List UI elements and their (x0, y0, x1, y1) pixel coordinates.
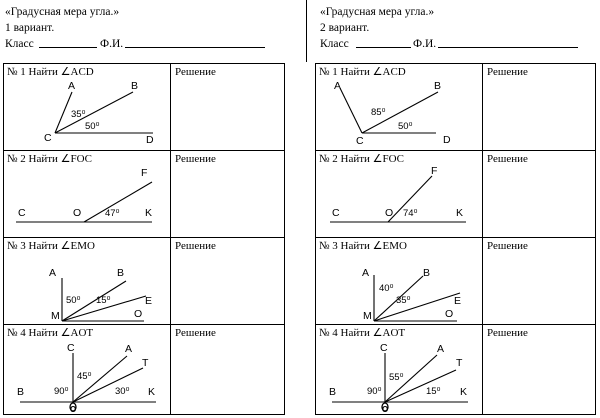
v1f4-angle2: 90⁰ (54, 386, 69, 397)
v1f1-label-b: B (131, 80, 139, 92)
v2f1-label-c: C (356, 135, 364, 147)
variant2-problem4-label: № 4 Найти ∠AOT (319, 327, 406, 339)
v1f4-label-c: C (67, 342, 75, 354)
v1f3-label-e: E (145, 295, 153, 307)
v2f4-label-c: C (380, 342, 388, 354)
v1f4-label-b: B (17, 386, 25, 398)
variant1-problem3-solution: Решение (175, 240, 216, 252)
variant1-problem1-label: № 1 Найти ∠ACD (7, 66, 94, 78)
variant2-problem4-solution: Решение (487, 327, 528, 339)
variant2-problem1-solution: Решение (487, 66, 528, 78)
v2f1-label-d: D (443, 134, 451, 146)
v2f2-label-o: O (385, 207, 394, 219)
v2f1-angle1: 85⁰ (371, 107, 386, 118)
v2f3-label-m: M (363, 310, 372, 322)
variant1-problem2-solution: Решение (175, 153, 216, 165)
v2f4-label-k: K (460, 386, 468, 398)
variant1-figure1-angle-acd (55, 92, 153, 133)
v2f4-label-o: O (382, 405, 389, 414)
variant2-label: 2 вариант. (320, 22, 370, 34)
variant1-problem1-solution: Решение (175, 66, 216, 78)
variant1-problem4-solution: Решение (175, 327, 216, 339)
variant1-problem3-label: № 3 Найти ∠EMO (7, 240, 95, 252)
variant1-label: 1 вариант. (5, 22, 55, 34)
v2f2-angle1: 74⁰ (403, 208, 418, 219)
v2f3-angle2: 35⁰ (396, 295, 411, 306)
variant2-figure1-angle-acd (340, 88, 438, 133)
variant2-figure2-angle-foc (330, 176, 466, 222)
v2f3-label-a: A (362, 267, 370, 279)
v2f4-label-t: T (456, 357, 463, 369)
v2f3-label-o: O (445, 308, 454, 320)
v1f4-label-a: A (125, 343, 133, 355)
v2f4-label-a: A (437, 343, 445, 355)
v1f1-label-a: A (68, 80, 76, 92)
variant1-figure2-angle-foc (16, 182, 152, 222)
v1f4-angle1: 45⁰ (77, 371, 92, 382)
v1f2-label-f: F (141, 167, 148, 179)
v1f2-label-o: O (73, 207, 82, 219)
variant1-problem2-label: № 2 Найти ∠FOC (7, 153, 92, 165)
variant2-title: «Градусная мера угла.» (320, 6, 435, 18)
variant1-class-label: Класс (5, 38, 34, 50)
v2f1-label-b: B (434, 80, 442, 92)
variant2-class-label: Класс (320, 38, 349, 50)
v1f3-angle1: 50⁰ (66, 295, 81, 306)
v2f2-label-k: K (456, 207, 464, 219)
v1f3-label-m: M (51, 310, 60, 322)
v2f4-angle3: 15⁰ (426, 386, 441, 397)
variant1-problem4-label: № 4 Найти ∠AOT (7, 327, 94, 339)
variant2-name-label: Ф.И. (413, 38, 437, 50)
v1f3-label-a: A (49, 267, 57, 279)
v1f4-label-k: K (148, 386, 156, 398)
v1f3-label-b: B (117, 267, 125, 279)
variant1-name-label: Ф.И. (100, 38, 124, 50)
v1f3-label-o: O (134, 308, 143, 320)
v1f2-label-c: C (18, 207, 26, 219)
v1f1-label-c: C (44, 132, 52, 144)
v2f3-angle1: 40⁰ (379, 283, 394, 294)
v1f4-angle3: 30⁰ (115, 386, 130, 397)
v2f2-label-c: C (332, 207, 340, 219)
ray-ca (340, 88, 362, 133)
variant2-problem2-label: № 2 Найти ∠FOC (319, 153, 404, 165)
v1f2-label-k: K (145, 207, 153, 219)
variant2-problem2-solution: Решение (487, 153, 528, 165)
v2f3-label-e: E (454, 295, 462, 307)
v1f1-label-d: D (146, 134, 154, 146)
v1f3-angle2: 15⁰ (96, 295, 111, 306)
v1f2-angle1: 47⁰ (105, 208, 120, 219)
v2f1-label-a: A (334, 80, 342, 92)
v2f2-label-f: F (431, 165, 438, 177)
v1f4-label-o: O (70, 405, 77, 414)
v1f1-angle2: 50⁰ (85, 121, 100, 132)
v1f1-angle1: 35⁰ (71, 109, 86, 120)
ray-ca (55, 92, 72, 133)
variant2-problem3-label: № 3 Найти ∠EMO (319, 240, 407, 252)
v2f4-angle2: 90⁰ (367, 386, 382, 397)
variant1-title: «Градусная мера угла.» (5, 6, 120, 18)
v2f1-angle2: 50⁰ (398, 121, 413, 132)
variant2-problem3-solution: Решение (487, 240, 528, 252)
v2f3-label-b: B (423, 267, 431, 279)
v2f4-angle1: 55⁰ (389, 372, 404, 383)
variant2-problem1-label: № 1 Найти ∠ACD (319, 66, 406, 78)
v2f4-label-b: B (329, 386, 337, 398)
v1f4-label-t: T (142, 357, 149, 369)
